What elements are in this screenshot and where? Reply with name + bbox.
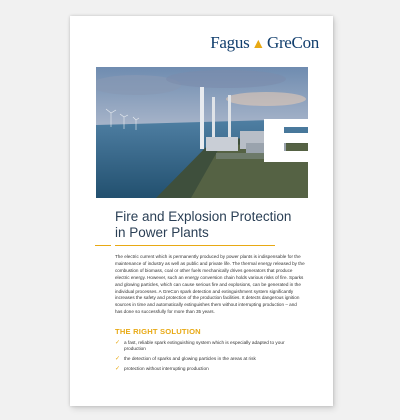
list-item	[115, 366, 295, 372]
checkmark-icon: ✓	[115, 356, 121, 362]
checkmark-icon: ✓	[115, 366, 121, 372]
plant-building	[206, 137, 238, 151]
power-plant-photo	[96, 67, 308, 198]
checkmark-icon: ✓	[115, 340, 121, 346]
solution-item-text: a fast, reliable spark extinguishing system which is especially adapted to your production	[124, 340, 285, 352]
intro-paragraph: The electric current which is permanently produced by power plants is indispensable for the maintenance of industry as well as public and private life. The thermal energy released by the combustion of biomass, coal or other fuels mechanically drives generators that produce electric energy. However, such an energy conversion chain holds various risks of fire. Sparks and glowing particles, which can cause serious fire and explosions, can be generated in the individual processes. A GreCon spark detection and extinguishment system significantly increases the safety and protection of the production facilities. It detects dangerous ignition sources in time and automatically extinguishes them without interrupting production – and has done so successfully for more than 35 years.	[115, 254, 305, 315]
brand-cutout-shape	[264, 119, 308, 162]
list-item	[115, 340, 295, 353]
solution-item-text: the detection of sparks and glowing particles in the areas at risk	[124, 356, 256, 362]
title-divider	[115, 245, 275, 246]
company-logo	[210, 33, 319, 53]
solution-heading: THE RIGHT SOLUTION	[115, 327, 201, 336]
logo-text-fagus: Fagus	[210, 33, 250, 52]
chimney	[200, 87, 204, 149]
document-title	[115, 209, 315, 241]
title-line-1: Fire and Explosion Protection	[115, 209, 292, 224]
list-item	[115, 356, 295, 362]
cloud	[166, 70, 286, 88]
power-plant-illustration	[96, 67, 308, 198]
brochure-page	[70, 16, 333, 406]
solution-list	[115, 340, 295, 376]
cloud	[226, 92, 306, 106]
logo-text-grecon: GreCon	[266, 33, 319, 52]
solution-item-text: protection without interrupting production	[124, 366, 209, 372]
title-line-2: in Power Plants	[115, 225, 209, 240]
flame-mark-icon: ▲	[251, 37, 265, 52]
